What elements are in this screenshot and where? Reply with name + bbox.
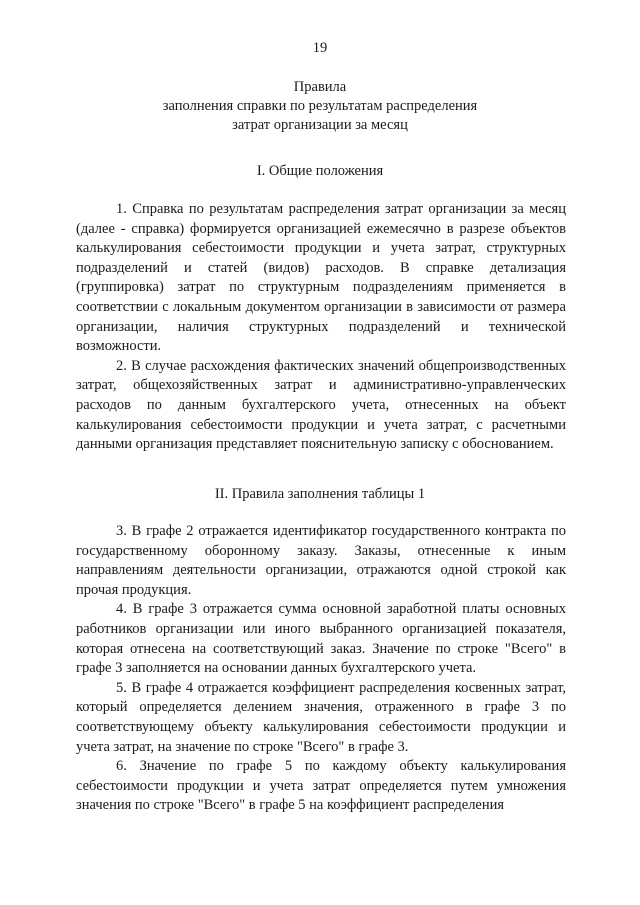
- paragraph-2: 2. В случае расхождения фактических значений общепроизводственных затрат, общехозяйственных затрат и административно-управленческих расходов по данным бухгалтерского учета, отнесенных на объект калькулирования себестоимости продукции и учета затрат, с расчетными данными организация представляет пояснительную записку с обоснованием.: [76, 357, 566, 453]
- paragraph-4: 4. В графе 3 отражается сумма основной заработной платы основных работников организации или иного выбранного организацией показателя, которая отнесена на соответствующий заказ. Значение по строке "Всего" в графе 3 заполняется на основании данных бухгалтерского учета.: [76, 601, 566, 677]
- paragraph-3: 3. В графе 2 отражается идентификатор государственного контракта по государственному оборонному заказу. Заказы, отнесенные к иным направлениям деятельности организации, отражаются одной строкой как прочая продукция.: [76, 523, 566, 598]
- title-line-1: Правила: [293, 79, 347, 95]
- section-heading-general: I. Общие положения: [256, 163, 384, 179]
- document-title: [0, 78, 640, 135]
- page-number: 19: [312, 40, 328, 56]
- paragraph-1: 1. Справка по результатам распределения затрат организации за месяц (далее - справка) формируется организацией ежемесячно в разрезе объектов калькулирования себестоимости продукции и учета затрат, структурных подразделений и статей (видов) расходов. В справке детализация (группировка) затрат по структурным подразделениям применяется в соответствии с локальным документом организации в зависимости от размера организации, наличия структурных подразделений и технической возможности.: [76, 201, 566, 355]
- paragraph-5: 5. В графе 4 отражается коэффициент распределения косвенных затрат, который определяется делением значения, отраженного в графе 3 по соответствующему объекту калькулирования себестоимости продукции и учета затрат, на значение по строке "Всего" в графе 3.: [76, 679, 566, 755]
- paragraph-6: 6. Значение по графе 5 по каждому объекту калькулирования себестоимости продукции и учета затрат определяется путем умножения значения по строке "Всего" в графе 5 на коэффициент распределения: [76, 758, 566, 814]
- title-line-2: заполнения справки по результатам распределения: [162, 98, 478, 114]
- section-general-body: [76, 200, 566, 455]
- title-line-3: затрат организации за месяц: [232, 117, 408, 133]
- section-heading-table-rules: II. Правила заполнения таблицы 1: [214, 486, 426, 502]
- section-table-rules-body: [76, 522, 566, 816]
